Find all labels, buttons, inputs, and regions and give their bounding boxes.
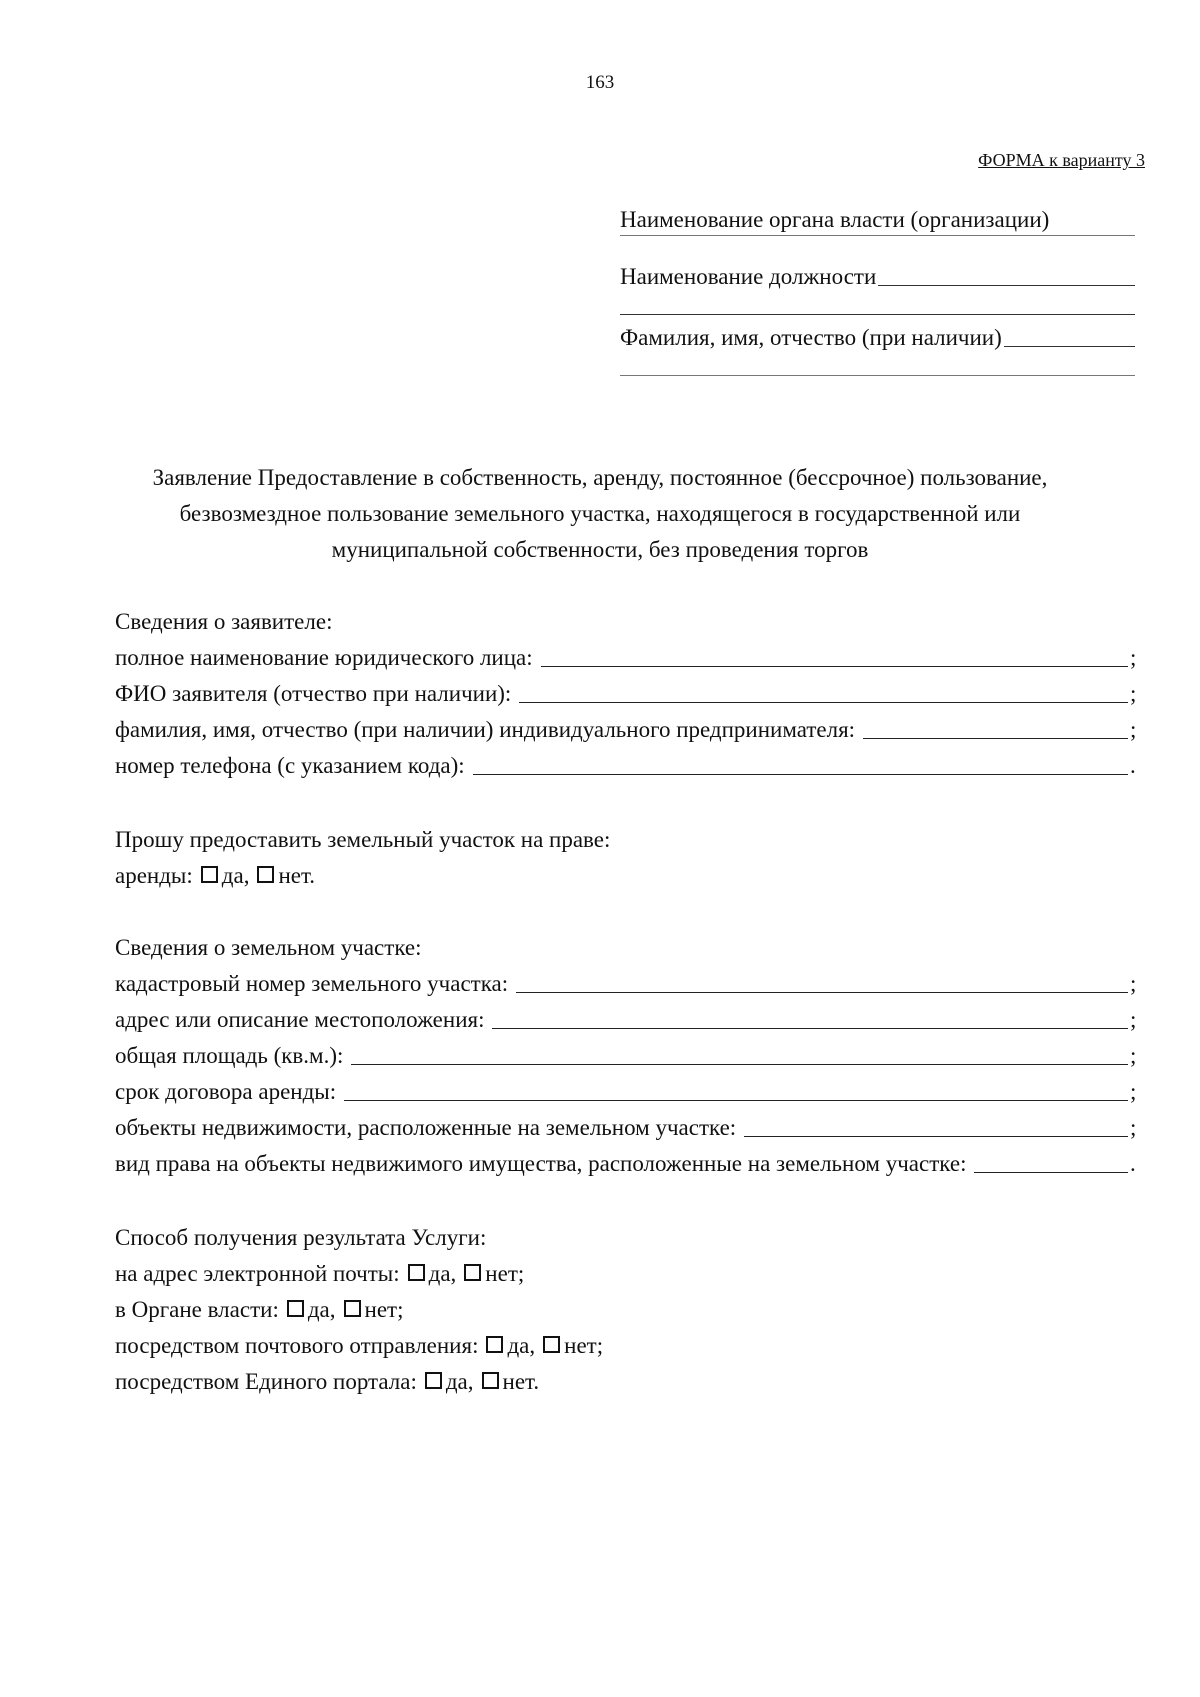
delivery-section: [115, 1220, 1140, 1400]
fullname-extra-line[interactable]: [620, 375, 1135, 376]
field-end-punct: ;: [1130, 1007, 1137, 1032]
page-number: 163: [585, 72, 615, 93]
lease-yes-label: да,: [221, 863, 250, 888]
field-label: полное наименование юридического лица:: [115, 645, 533, 670]
plot-field-cadastral: [115, 966, 1140, 1002]
yes-checkbox[interactable]: [408, 1264, 425, 1281]
applicant-section: [115, 604, 1140, 784]
plot-field-real-estate: [115, 1110, 1140, 1146]
yes-label: да,: [428, 1261, 457, 1286]
position-fill-line[interactable]: [878, 285, 1135, 286]
applicant-field-phone: [115, 748, 1140, 784]
fullname-label: Фамилия, имя, отчество (при наличии): [620, 325, 1002, 350]
request-section: [115, 822, 1140, 894]
field-input-line[interactable]: [863, 712, 1128, 739]
field-end-punct: .: [1130, 1151, 1136, 1176]
field-label: фамилия, имя, отчество (при наличии) индивидуального предпринимателя:: [115, 717, 856, 742]
form-variant-note: ФОРМА к варианту 3: [978, 150, 1145, 170]
yes-checkbox[interactable]: [287, 1300, 304, 1317]
position-line: [620, 262, 1135, 292]
field-input-line[interactable]: [492, 1002, 1128, 1029]
lease-no-checkbox[interactable]: [257, 866, 274, 883]
no-checkbox[interactable]: [482, 1372, 499, 1389]
no-checkbox[interactable]: [543, 1336, 560, 1353]
field-label: номер телефона (с указанием кода):: [115, 753, 465, 778]
plot-heading: Сведения о земельном участке:: [115, 935, 422, 960]
field-input-line[interactable]: [974, 1146, 1128, 1173]
delivery-option-portal: [115, 1364, 1140, 1400]
no-label: нет;: [364, 1297, 404, 1322]
field-input-line[interactable]: [744, 1110, 1128, 1137]
no-label: нет;: [564, 1333, 604, 1358]
fullname-line: [620, 323, 1135, 353]
yes-label: да,: [507, 1333, 536, 1358]
field-end-punct: ;: [1130, 971, 1137, 996]
delivery-option-authority: [115, 1292, 1140, 1328]
field-label: общая площадь (кв.м.):: [115, 1043, 344, 1068]
field-end-punct: ;: [1130, 681, 1137, 706]
field-label: вид права на объекты недвижимого имущества, расположенные на земельном участке:: [115, 1151, 967, 1176]
field-end-punct: ;: [1130, 717, 1137, 742]
lease-yes-checkbox[interactable]: [201, 866, 218, 883]
authority-label: Наименование органа власти (организации): [620, 207, 1050, 232]
field-label: объекты недвижимости, расположенные на земельном участке:: [115, 1115, 737, 1140]
no-label: нет.: [502, 1369, 540, 1394]
plot-field-address: [115, 1002, 1140, 1038]
request-heading: Прошу предоставить земельный участок на праве:: [115, 827, 611, 852]
plot-section: [115, 930, 1140, 1182]
lease-no-label: нет.: [278, 863, 316, 888]
yes-label: да,: [307, 1297, 336, 1322]
field-end-punct: ;: [1130, 1043, 1137, 1068]
field-label: адрес или описание местоположения:: [115, 1007, 485, 1032]
field-label: кадастровый номер земельного участка:: [115, 971, 509, 996]
yes-checkbox[interactable]: [425, 1372, 442, 1389]
applicant-field-fio: [115, 676, 1140, 712]
applicant-heading: Сведения о заявителе:: [115, 609, 333, 634]
plot-field-right-type: [115, 1146, 1140, 1182]
delivery-heading: Способ получения результата Услуги:: [115, 1225, 487, 1250]
lease-label: аренды:: [115, 863, 193, 888]
addressee-block: [620, 205, 1135, 376]
applicant-field-entrepreneur: [115, 712, 1140, 748]
option-label: в Органе власти:: [115, 1297, 279, 1322]
no-checkbox[interactable]: [464, 1264, 481, 1281]
position-label: Наименование должности: [620, 264, 877, 289]
field-end-punct: ;: [1130, 1079, 1137, 1104]
option-label: посредством почтового отправления:: [115, 1333, 479, 1358]
yes-label: да,: [445, 1369, 474, 1394]
field-input-line[interactable]: [516, 966, 1128, 993]
no-label: нет;: [485, 1261, 525, 1286]
field-input-line[interactable]: [351, 1038, 1128, 1065]
delivery-option-post: [115, 1328, 1140, 1364]
plot-field-lease-term: [115, 1074, 1140, 1110]
field-input-line[interactable]: [473, 748, 1128, 775]
field-end-punct: .: [1130, 753, 1136, 778]
field-end-punct: ;: [1130, 645, 1137, 670]
field-label: срок договора аренды:: [115, 1079, 337, 1104]
field-label: ФИО заявителя (отчество при наличии):: [115, 681, 512, 706]
field-input-line[interactable]: [541, 640, 1128, 667]
applicant-field-legal-name: [115, 640, 1140, 676]
fullname-fill-line[interactable]: [1004, 346, 1135, 347]
lease-option: [115, 858, 1140, 894]
yes-checkbox[interactable]: [486, 1336, 503, 1353]
field-input-line[interactable]: [519, 676, 1128, 703]
option-label: на адрес электронной почты:: [115, 1261, 400, 1286]
authority-line: [620, 205, 1135, 235]
option-label: посредством Единого портала:: [115, 1369, 417, 1394]
document-title: Заявление Предоставление в собственность, аренду, постоянное (бессрочное) пользование, безвозмездное пользование земельного участка, находящегося в государственной или муниципальной собственности, без проведения торгов: [152, 465, 1048, 562]
field-input-line[interactable]: [344, 1074, 1128, 1101]
field-end-punct: ;: [1130, 1115, 1137, 1140]
plot-field-area: [115, 1038, 1140, 1074]
delivery-option-email: [115, 1256, 1140, 1292]
no-checkbox[interactable]: [344, 1300, 361, 1317]
